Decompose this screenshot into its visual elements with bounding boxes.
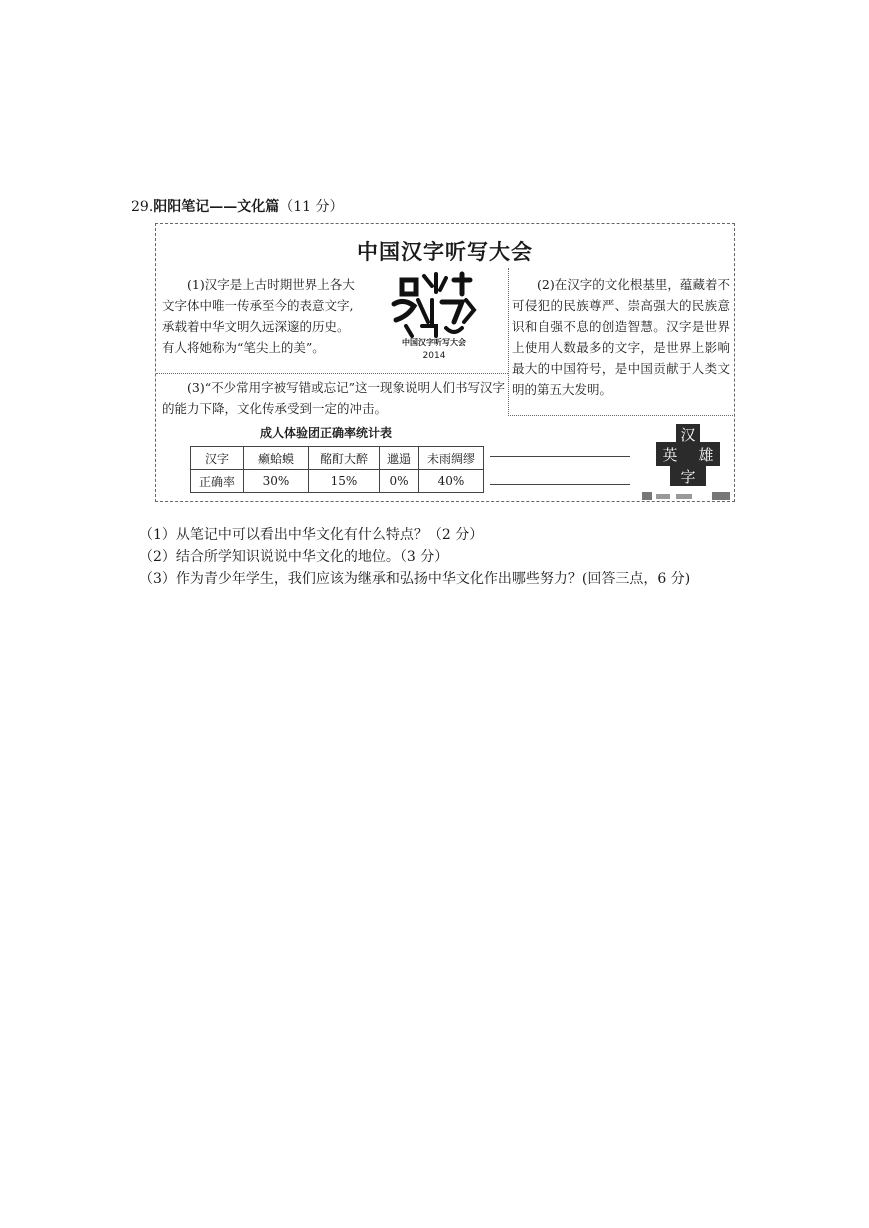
question-heading: 阳阳笔记——文化篇	[153, 199, 280, 215]
table-cell: 癞蛤蟆	[244, 447, 309, 470]
competition-logo-icon	[388, 270, 480, 362]
table-header-row	[191, 447, 484, 470]
hero-characters-image	[640, 420, 736, 504]
table-cell: 酩酊大醉	[309, 447, 380, 470]
answer-line	[490, 456, 630, 457]
table-cell: 30%	[244, 470, 309, 493]
subquestion-3: （3）作为青少年学生，我们应该为继承和弘扬中华文化作出哪些努力？(回答三点，6 分)	[139, 571, 691, 587]
subquestion-1: （1）从笔记中可以看出中华文化有什么特点？（2 分）	[139, 527, 484, 543]
table-cell: 15%	[309, 470, 380, 493]
logo-year: 2014	[422, 351, 446, 361]
note-2: (2)在汉字的文化根基里，蕴藏着不可侵犯的民族尊严、崇高强大的民族意识和自强不息的创造智慧。汉字是世界上使用人数最多的文字，是世界上影响最大的中国符号，是中国贡献于人类文明的第五大发明。	[512, 277, 730, 397]
question-title	[131, 196, 344, 216]
table-title: 成人体验团正确率统计表	[259, 426, 392, 440]
table-cell: 0%	[380, 470, 419, 493]
hero-char-2: 英	[662, 446, 678, 464]
table-row	[191, 470, 484, 493]
hero-char-1: 汉	[680, 426, 696, 444]
hero-char-3: 雄	[698, 446, 714, 464]
table-cell: 正确率	[191, 470, 244, 493]
question-score: （11 分）	[279, 199, 344, 215]
table-cell: 40%	[419, 470, 484, 493]
hero-char-4: 字	[680, 468, 696, 486]
note-1: (1)汉字是上古时期世界上各大文字体中唯一传承至今的表意文字,承载着中华文明久远深邃的历史。有人将她称为“笔尖上的美”。	[162, 277, 355, 355]
table-cell: 邋遢	[380, 447, 419, 470]
table-cell: 汉字	[191, 447, 244, 470]
accuracy-table	[190, 446, 484, 493]
logo-caption: 中国汉字听写大会	[402, 338, 466, 347]
notes-panel	[155, 223, 735, 502]
subquestion-2: （2）结合所学知识说说中华文化的地位。（3 分）	[139, 549, 449, 565]
panel-title: 中国汉字听写大会	[357, 239, 533, 264]
answer-line	[490, 484, 630, 485]
divider-right	[508, 415, 735, 416]
note-3: (3)“不少常用字被写错或忘记”这一现象说明人们书写汉字的能力下降，文化传承受到一定的冲击。	[162, 380, 505, 416]
question-number: 29.	[131, 199, 154, 215]
divider-left	[156, 373, 508, 374]
table-cell: 未雨绸缪	[419, 447, 484, 470]
